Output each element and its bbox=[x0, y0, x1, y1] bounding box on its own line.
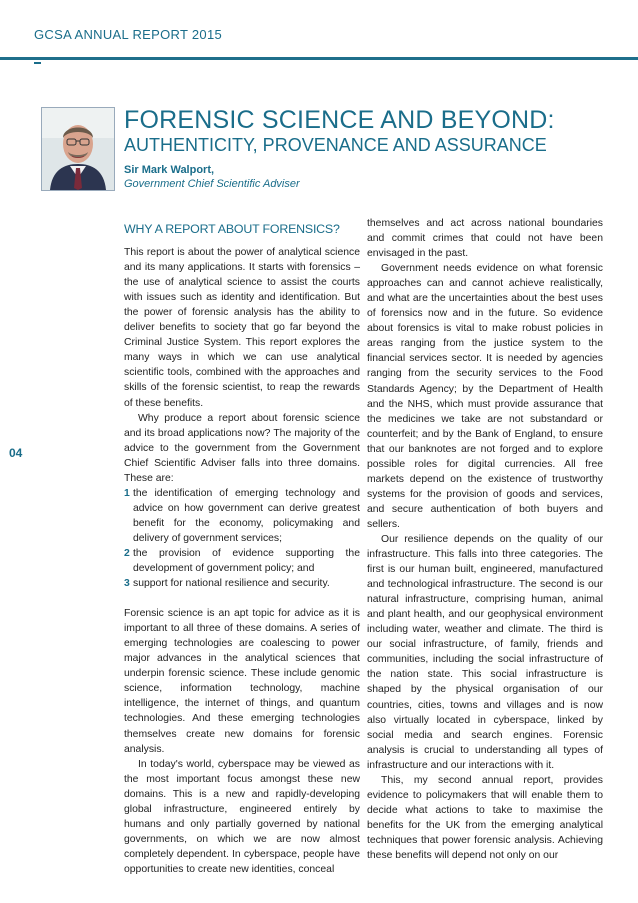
portrait-illustration bbox=[42, 108, 114, 190]
list-text: support for national resilience and security. bbox=[133, 578, 330, 590]
list-number: 2 bbox=[124, 547, 130, 559]
numbered-list bbox=[124, 486, 360, 591]
paragraph: In today's world, cyberspace may be viewed as the most important focus amongst these new domains. This is a new and rapidly-developing global infrastructure, engineered entirely by humans and only partially governed by national governments, on which we are now almost completely dependent. In cyberspace, people have opportunities to create new identities, conceal bbox=[124, 758, 360, 875]
paragraph-spacer bbox=[124, 591, 360, 606]
sub-title: AUTHENTICITY, PROVENANCE AND ASSURANCE bbox=[124, 135, 547, 155]
list-item bbox=[124, 576, 360, 591]
report-title: GCSA ANNUAL REPORT 2015 bbox=[34, 27, 223, 42]
right-column bbox=[367, 216, 603, 863]
section-heading: WHY A REPORT ABOUT FORENSICS? bbox=[124, 222, 340, 236]
header-tick-mark bbox=[34, 62, 41, 64]
paragraph: Our resilience depends on the quality of our infrastructure. This falls into three categories. The first is our human built, engineered, manufactured and technological infrastructure. The second is our natural infrastructure, comprising human, animal and plant health, and our geophysical environment including water, weather and climate. The third is our social infrastructure, of family, friends and communities, including the social infrastructure of the nation state. This social infrastructure is shaped by the physical organisation of our countries, cities, towns and villages and is now also virtually located in cyberspace, linked by social media and search engines. Forensic analysis is crucial to understanding all types of infrastructure and our interactions with it. bbox=[367, 533, 603, 771]
page-header bbox=[0, 0, 638, 60]
paragraph: This, my second annual report, provides evidence to policymakers that will enable them to decide what actions to take to maximise the benefits for the UK from the emerging analytical techniques that power forensic analysis. Achieving these benefits will depend not only on our bbox=[367, 774, 603, 861]
list-text: the identification of emerging technology and advice on how government can derive greatest benefit for the economy, policymaking and delivery of government services; bbox=[133, 487, 360, 544]
paragraph: themselves and act across national boundaries and commit crimes that could not have been envisaged in the past. bbox=[367, 218, 603, 260]
paragraph: Government needs evidence on what forensic approaches can and cannot achieve realistically, and what are the uncertainties about the best uses of forensics now and in the future. So evidence about forensics is vital to make robust policies in areas ranging from the justice system to the financial services sector. It is needed by agencies ranging from the security services to the Food Standards Agency; by the Department of Health and the NHS, which must provide assurance that the medicines we take are not substandard or counterfeit; and by the Bank of England, to ensure that our banknotes are not forged and to explore possible roles for digital currencies. All free markets depend on the existence of trustworthy systems for the provision of goods and services, and secure authentication of both buyers and sellers. bbox=[367, 263, 603, 530]
author-name: Sir Mark Walport, bbox=[124, 164, 215, 176]
paragraph: Why produce a report about forensic science and its broad applications now? The majority of the advice to the government from the Government Chief Scientific Adviser falls into three domains. These are: bbox=[124, 412, 360, 484]
list-number: 3 bbox=[124, 578, 130, 590]
author-portrait bbox=[41, 107, 115, 191]
left-column bbox=[124, 222, 360, 877]
list-text: the provision of evidence supporting the development of government policy; and bbox=[133, 547, 360, 575]
list-number: 1 bbox=[124, 487, 130, 499]
author-role: Government Chief Scientific Adviser bbox=[124, 178, 300, 190]
paragraph: Forensic science is an apt topic for advice as it is important to all three of these domains. A series of emerging technologies are coalescing to power major advances in the analytical sciences that underpin forensic science. These include genomic science, information technology, machine intelligence, the internet of things, and quantum technologies. And these emerging technologies themselves create new domains for forensic analysis. bbox=[124, 608, 360, 755]
header-rule bbox=[0, 57, 638, 60]
list-item bbox=[124, 546, 360, 576]
list-item bbox=[124, 486, 360, 546]
paragraph: This report is about the power of analytical science and its many applications. It starts with forensics – the use of analytical science to assist the courts with issues such as identity and identification. But the power of forensic analysis has the ability to deliver benefits to society that go far beyond the Criminal Justice System. This report explores the many ways in which we can use analytical scientific tools, combined with the approaches and skills of the forensic scientist, to reap the rewards of these benefits. bbox=[124, 247, 360, 409]
page-number: 04 bbox=[9, 446, 23, 460]
main-title: FORENSIC SCIENCE AND BEYOND: bbox=[124, 106, 555, 134]
